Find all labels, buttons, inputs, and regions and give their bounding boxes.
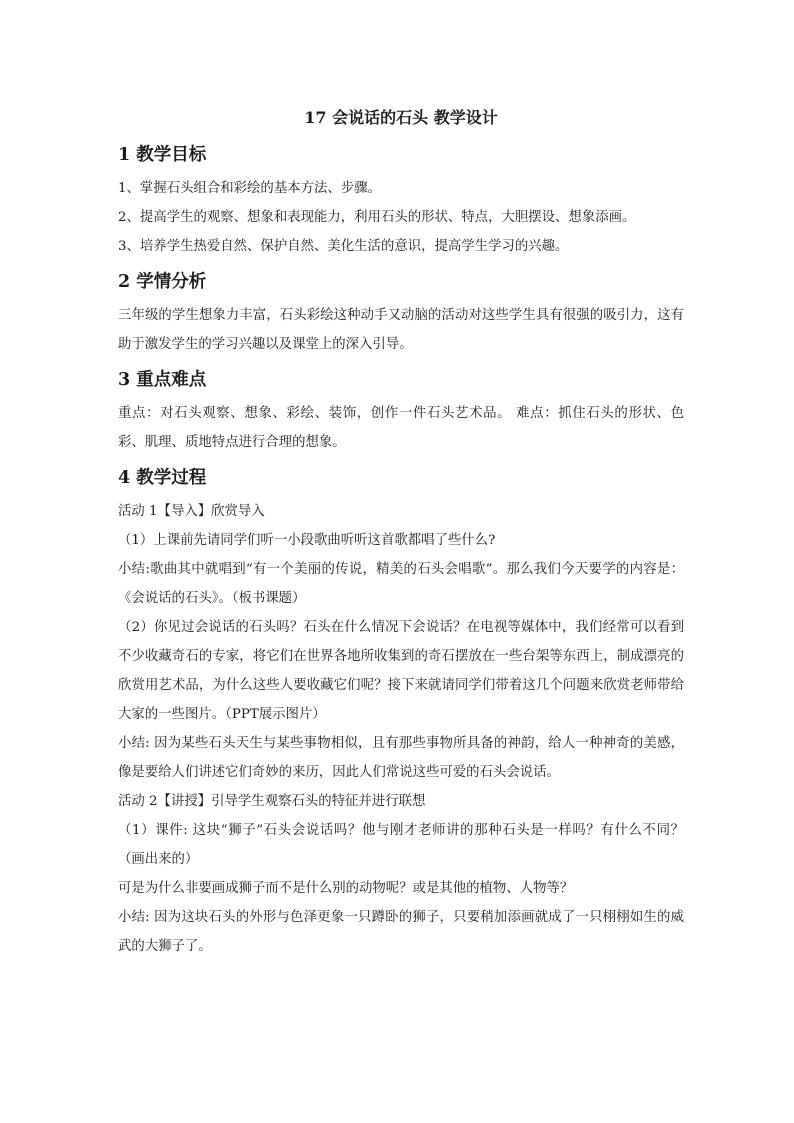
- paragraph: 可是为什么非要画成狮子而不是什么别的动物呢？或是其他的植物、人物等？: [118, 881, 574, 896]
- paragraph: 小结:歌曲其中就唱到“有一个美丽的传说，精美的石头会唱歌”。那么我们今天要学的内容是：《会说话的石头》。（板书课题）: [118, 562, 684, 606]
- paragraph: 2、提高学生的观察、想象和表现能力，利用石头的形状、特点，大胆摆设、想象添画。: [118, 210, 636, 225]
- paragraph: 三年级的学生想象力丰富，石头彩绘这种动手又动脑的活动对这些学生具有很强的吸引力，这有助于激发学生的学习兴趣以及课堂上的深入引导。: [118, 308, 684, 352]
- paragraph: （1）课件: 这块“狮子”石头会说话吗？他与刚才老师讲的那种石头是一样吗？有什么不同？（画出来的）: [118, 823, 684, 867]
- section-heading: 2 学情分析: [118, 272, 207, 292]
- paragraph: 小结: 因为某些石头天生与某些事物相似，且有那些事物所具备的神韵，给人一种神奇的美感，像是要给人们讲述它们奇妙的来历，因此人们常说这些可爱的石头会说话。: [118, 736, 684, 780]
- section-key-points: [118, 365, 684, 457]
- paragraph: （1）上课前先请同学们听一小段歌曲听听这首歌都唱了些什么?: [118, 533, 496, 548]
- section-heading: 3 重点难点: [118, 370, 207, 390]
- activity-heading: 活动 1【导入】欣赏导入: [118, 504, 265, 519]
- paragraph: 3、培养学生热爱自然、保护自然、美化生活的意识，提高学生学习的兴趣。: [118, 239, 569, 254]
- document-title: 17 会说话的石头 教学设计: [304, 108, 498, 127]
- section-teaching-process: [118, 463, 684, 961]
- paragraph: 小结: 因为这块石头的外形与色泽更象一只蹲卧的狮子，只要稍加添画就成了一只栩栩如生的威武的大狮子了。: [118, 910, 684, 954]
- paragraph: 重点：对石头观察、想象、彩绘、装饰，创作一件石头艺术品。 难点：抓住石头的形状、色彩、肌理、质地特点进行合理的想象。: [118, 406, 684, 450]
- section-objectives: [118, 140, 684, 261]
- paragraph: 1、掌握石头组合和彩绘的基本方法、步骤。: [118, 181, 381, 196]
- section-heading: 4 教学过程: [118, 468, 207, 488]
- section-heading: 1 教学目标: [118, 145, 207, 165]
- section-student-analysis: [118, 267, 684, 359]
- paragraph: （2）你见过会说话的石头吗？石头在什么情况下会说话？在电视等媒体中，我们经常可以看到不少收藏奇石的专家，将它们在世界各地所收集到的奇石摆放在一些台架等东西上，制成漂亮的欣赏用艺术品，为什么这些人要收藏它们呢？接下来就请同学们带着这几个问题来欣赏老师带给大家的一些图片。（PPT展示图片）: [118, 620, 684, 722]
- activity-heading: 活动 2【讲授】引导学生观察石头的特征并进行联想: [118, 794, 426, 809]
